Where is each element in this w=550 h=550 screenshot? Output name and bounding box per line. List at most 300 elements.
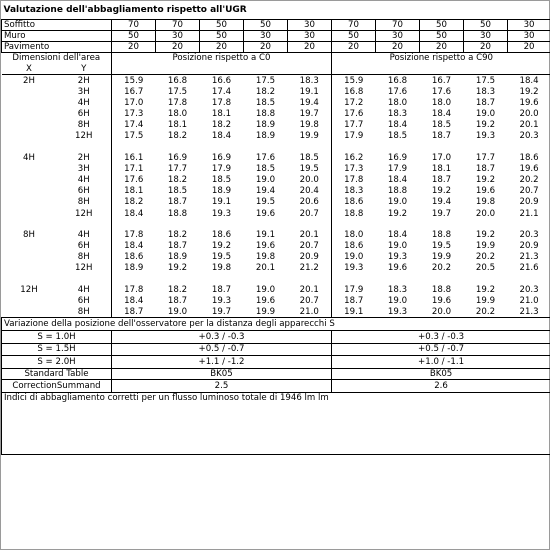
ugr-value-c90: 18.0 <box>344 229 364 240</box>
ugr-value-c90: 17.9 <box>344 284 364 295</box>
ugr-value-c0: 19.3 <box>211 208 232 219</box>
ugr-value-c90: 19.3 <box>387 252 408 263</box>
spacer-cell <box>2 219 57 229</box>
table-row <box>2 109 550 120</box>
spacer-cell <box>112 274 332 284</box>
y-cell: 2H <box>57 75 112 86</box>
ugr-value-c0: 19.5 <box>255 197 276 208</box>
ugr-value-c0: 18.6 <box>124 252 144 263</box>
footnote: Indici di abbagliamento corretti per un flusso luminoso totale di 1946 lm lm <box>2 393 550 455</box>
ugr-value-c0: 20.1 <box>288 284 332 295</box>
spacer-cell <box>57 142 112 152</box>
ugr-value-c0: 18.4 <box>124 240 144 251</box>
table-row <box>2 284 550 295</box>
ugr-value-c90: 18.3 <box>387 284 408 295</box>
reflectance-value: 20 <box>376 41 420 52</box>
table-row <box>2 120 550 131</box>
ugr-value-c0: 19.6 <box>255 295 276 306</box>
reflectance-value: 50 <box>420 19 464 30</box>
ugr-value-c0: 18.9 <box>167 252 188 263</box>
ugr-value-c90: 18.4 <box>387 229 408 240</box>
reflectance-row <box>2 19 550 30</box>
ugr-value-c90: 18.4 <box>387 175 408 186</box>
ugr-value-c90: 20.2 <box>475 306 496 317</box>
ugr-value-c0: 20.7 <box>288 240 332 251</box>
ugr-value-c90: 18.7 <box>431 131 452 142</box>
reflectance-value: 70 <box>332 19 376 30</box>
ugr-value-c90: 18.8 <box>344 208 364 219</box>
ugr-value-c0: 19.0 <box>167 306 188 317</box>
ugr-value-c90: 17.6 <box>431 86 452 97</box>
y-cell: 8H <box>57 252 112 263</box>
ugr-value-c90: 18.3 <box>344 186 364 197</box>
x-cell <box>2 197 57 208</box>
y-cell: 4H <box>57 229 112 240</box>
ugr-value-c0: 18.4 <box>124 208 144 219</box>
ugr-value-c90: 21.3 <box>519 306 539 317</box>
ugr-value-c0: 19.5 <box>211 252 232 263</box>
variation-header-row <box>2 318 550 331</box>
ugr-value-c90: 18.7 <box>475 97 496 108</box>
reflectance-value: 20 <box>200 41 244 52</box>
ugr-value-c90: 19.0 <box>387 197 408 208</box>
ugr-value-c0: 17.4 <box>211 86 232 97</box>
ugr-value-c0: 19.4 <box>255 186 276 197</box>
y-cell: 3H <box>57 86 112 97</box>
group-spacer <box>2 219 550 229</box>
ugr-value-c0: 18.2 <box>211 120 232 131</box>
ugr-value-c90: 19.6 <box>519 163 539 174</box>
spacer-cell <box>57 219 112 229</box>
ugr-value-c0: 19.0 <box>255 175 276 186</box>
ugr-value-c0: 18.2 <box>255 86 276 97</box>
ugr-value-c0: 18.3 <box>288 75 332 86</box>
table-row <box>2 131 550 142</box>
ugr-value-c0: 18.7 <box>124 306 144 317</box>
ugr-value-c0: 20.6 <box>288 197 332 208</box>
ugr-value-c90: 19.2 <box>387 208 408 219</box>
reflectance-value: 50 <box>200 30 244 41</box>
ugr-value-c0: 20.9 <box>288 252 332 263</box>
ugr-value-c0: 18.2 <box>167 229 188 240</box>
reflectance-value: 30 <box>508 19 550 30</box>
ugr-value-c90: 19.9 <box>431 252 452 263</box>
y-cell: 12H <box>57 263 112 274</box>
ugr-value-c90: 18.8 <box>431 229 452 240</box>
reflectance-value: 50 <box>200 19 244 30</box>
ugr-value-c90: 19.0 <box>344 252 364 263</box>
ugr-value-c90: 18.6 <box>344 197 364 208</box>
y-cell: 4H <box>57 97 112 108</box>
y-cell: 6H <box>57 109 112 120</box>
y-cell: 8H <box>57 120 112 131</box>
ugr-value-c0: 17.0 <box>124 97 144 108</box>
table-row <box>2 295 550 306</box>
variation-label: Variazione della posizione dell'osservatore per la distanza degli apparecchi S <box>2 318 550 331</box>
ugr-value-c90: 16.8 <box>344 86 364 97</box>
ugr-value-c90: 17.3 <box>344 163 364 174</box>
spacer-cell <box>2 274 57 284</box>
x-cell: 4H <box>23 152 35 163</box>
ugr-value-c0: 16.1 <box>124 152 144 163</box>
ugr-value-c90: 16.9 <box>387 152 408 163</box>
header-xy-row <box>2 64 550 75</box>
table-row <box>2 174 550 185</box>
y-cell: 8H <box>57 306 112 317</box>
ugr-value-c0: 19.5 <box>288 163 332 174</box>
spacer-cell <box>112 142 332 152</box>
reflectance-row <box>2 30 550 41</box>
ugr-value-c0: 18.1 <box>211 109 232 120</box>
correction-c90: 2.6 <box>332 380 550 393</box>
ugr-value-c0: 17.8 <box>211 97 232 108</box>
reflectance-value: 20 <box>420 41 464 52</box>
table-row <box>2 86 550 97</box>
ugr-value-c0: 18.2 <box>167 131 188 142</box>
ugr-value-c0: 18.9 <box>124 263 144 274</box>
ugr-value-c0: 18.2 <box>167 284 188 295</box>
ugr-value-c0: 17.8 <box>167 97 188 108</box>
variation-row <box>2 343 550 356</box>
ugr-value-c90: 17.6 <box>344 109 364 120</box>
ugr-value-c0: 17.1 <box>124 163 144 174</box>
ugr-value-c90: 16.7 <box>431 75 452 86</box>
ugr-value-c90: 19.7 <box>431 208 452 219</box>
group-spacer <box>2 274 550 284</box>
reflectance-value: 20 <box>156 41 200 52</box>
variation-c90: +0.3 / -0.3 <box>332 330 550 343</box>
y-cell: 2H <box>57 152 112 163</box>
ugr-value-c0: 18.0 <box>167 109 188 120</box>
ugr-value-c90: 16.8 <box>387 75 408 86</box>
ugr-value-c0: 18.9 <box>255 120 276 131</box>
ugr-value-c90: 19.0 <box>475 109 496 120</box>
ugr-value-c90: 20.9 <box>519 197 539 208</box>
ugr-value-c90: 17.7 <box>344 120 364 131</box>
ugr-value-c0: 18.8 <box>255 109 276 120</box>
variation-c90: +0.5 / -0.7 <box>332 343 550 356</box>
reflectance-value: 70 <box>376 19 420 30</box>
ugr-value-c90: 17.9 <box>387 163 408 174</box>
c0-header: Posizione rispetto a C0 <box>112 53 332 64</box>
ugr-value-c90: 18.8 <box>431 284 452 295</box>
x-cell <box>2 306 57 317</box>
ugr-value-c0: 18.5 <box>255 163 276 174</box>
table-row <box>2 306 550 317</box>
page-title: Valutazione dell'abbagliamento rispetto all'UGR <box>3 4 247 15</box>
ugr-value-c0: 16.9 <box>167 152 188 163</box>
spacer-cell <box>332 274 550 284</box>
ugr-value-c90: 19.2 <box>519 86 539 97</box>
variation-spacing: S = 1.5H <box>2 343 112 356</box>
ugr-value-c90: 17.6 <box>387 86 408 97</box>
correction-row <box>2 380 550 393</box>
reflectance-value: 70 <box>156 19 200 30</box>
ugr-value-c0: 16.6 <box>211 75 232 86</box>
x-cell <box>2 208 57 219</box>
y-cell: 8H <box>57 197 112 208</box>
ugr-value-c0: 16.7 <box>124 86 144 97</box>
ugr-value-c90: 20.0 <box>519 109 539 120</box>
ugr-value-c0: 20.4 <box>288 186 332 197</box>
reflectance-value: 20 <box>508 41 550 52</box>
ugr-value-c0: 19.3 <box>211 295 232 306</box>
ugr-value-c0: 17.5 <box>167 86 188 97</box>
ugr-value-c90: 19.0 <box>387 295 408 306</box>
ugr-value-c90: 18.5 <box>431 120 452 131</box>
ugr-value-c0: 18.2 <box>167 175 188 186</box>
ugr-value-c0: 17.7 <box>167 163 188 174</box>
ugr-value-c0: 18.1 <box>167 120 188 131</box>
ugr-value-c90: 20.2 <box>475 252 496 263</box>
ugr-value-c0: 17.8 <box>124 284 144 295</box>
dimension-label: Dimensioni dell'area <box>2 53 112 64</box>
ugr-value-c90: 18.7 <box>344 295 364 306</box>
ugr-value-c0: 20.7 <box>288 208 332 219</box>
ugr-value-c0: 18.6 <box>211 229 232 240</box>
ugr-value-c0: 16.8 <box>167 75 188 86</box>
x-label: X <box>2 64 57 75</box>
ugr-value-c0: 18.5 <box>211 175 232 186</box>
table-row <box>2 75 550 86</box>
ugr-value-c0: 18.8 <box>167 208 188 219</box>
reflectance-value: 30 <box>464 30 508 41</box>
variation-c0: +0.3 / -0.3 <box>112 330 332 343</box>
ugr-value-c0: 18.4 <box>211 131 232 142</box>
spacer-cell <box>332 142 550 152</box>
reflectance-value: 20 <box>288 41 332 52</box>
ugr-value-c90: 19.1 <box>344 306 364 317</box>
reflectance-value: 20 <box>464 41 508 52</box>
ugr-value-c0: 19.0 <box>255 284 276 295</box>
ugr-value-c90: 20.3 <box>519 229 539 240</box>
reflectance-value: 30 <box>288 19 332 30</box>
x-cell <box>2 97 57 108</box>
standard-label: Standard Table <box>2 369 112 380</box>
table-row <box>2 240 550 251</box>
ugr-value-c0: 18.5 <box>255 97 276 108</box>
table-row <box>2 263 550 274</box>
ugr-value-c0: 16.9 <box>211 152 232 163</box>
x-cell <box>2 86 57 97</box>
ugr-value-c90: 19.6 <box>475 186 496 197</box>
ugr-value-c0: 21.0 <box>288 306 332 317</box>
x-cell <box>2 109 57 120</box>
ugr-value-c90: 19.4 <box>431 197 452 208</box>
header-row <box>2 53 550 64</box>
table-row <box>2 252 550 263</box>
ugr-value-c0: 15.9 <box>124 75 144 86</box>
variation-c90: +1.0 / -1.1 <box>332 356 550 369</box>
ugr-value-c0: 19.1 <box>255 229 276 240</box>
standard-c0: BK05 <box>112 369 332 380</box>
ugr-value-c90: 18.7 <box>431 175 452 186</box>
ugr-value-c90: 21.6 <box>519 263 539 274</box>
ugr-value-c0: 19.8 <box>255 252 276 263</box>
ugr-value-c90: 18.3 <box>387 109 408 120</box>
c90-header-spacer <box>332 64 550 75</box>
ugr-value-c90: 20.2 <box>519 175 539 186</box>
ugr-value-c90: 17.2 <box>344 97 364 108</box>
ugr-value-c90: 20.3 <box>519 284 539 295</box>
ugr-value-c90: 21.0 <box>519 295 539 306</box>
ugr-value-c0: 19.1 <box>211 197 232 208</box>
ugr-value-c0: 19.7 <box>288 109 332 120</box>
y-cell: 12H <box>57 131 112 142</box>
spacer-cell <box>57 274 112 284</box>
ugr-value-c0: 17.6 <box>255 152 276 163</box>
x-cell <box>2 186 57 197</box>
ugr-table <box>1 1 550 455</box>
ugr-value-c0: 18.7 <box>211 284 232 295</box>
x-cell: 8H <box>23 229 35 240</box>
correction-label: CorrectionSummand <box>2 380 112 393</box>
reflectance-value: 50 <box>112 30 156 41</box>
variation-row <box>2 356 550 369</box>
ugr-value-c90: 20.7 <box>519 186 539 197</box>
ugr-value-c0: 17.6 <box>124 175 144 186</box>
ugr-value-c90: 21.1 <box>519 208 539 219</box>
ugr-value-c90: 17.9 <box>344 131 364 142</box>
table-row <box>2 163 550 174</box>
reflectance-value: 50 <box>332 30 376 41</box>
reflectance-value: 20 <box>332 41 376 52</box>
reflectance-value: 30 <box>376 30 420 41</box>
table-row <box>2 229 550 240</box>
y-cell: 3H <box>57 163 112 174</box>
ugr-value-c90: 19.2 <box>475 284 496 295</box>
y-cell: 6H <box>57 240 112 251</box>
ugr-value-c0: 19.8 <box>211 263 232 274</box>
x-cell <box>2 120 57 131</box>
ugr-value-c0: 19.9 <box>255 306 276 317</box>
ugr-value-c90: 18.0 <box>387 97 408 108</box>
ugr-value-c90: 20.3 <box>519 131 539 142</box>
ugr-value-c0: 17.5 <box>124 131 144 142</box>
table-row <box>2 97 550 108</box>
ugr-value-c90: 19.2 <box>475 175 496 186</box>
ugr-value-c90: 18.6 <box>519 152 539 163</box>
ugr-value-c90: 16.2 <box>344 152 364 163</box>
ugr-value-c0: 19.6 <box>255 208 276 219</box>
ugr-value-c0: 18.7 <box>167 295 188 306</box>
table-row <box>2 197 550 208</box>
ugr-value-c0: 18.9 <box>255 131 276 142</box>
ugr-value-c90: 19.3 <box>387 306 408 317</box>
ugr-value-c90: 17.8 <box>344 175 364 186</box>
ugr-value-c0: 18.7 <box>167 197 188 208</box>
correction-c0: 2.5 <box>112 380 332 393</box>
ugr-value-c90: 18.7 <box>475 163 496 174</box>
reflectance-label: Muro <box>2 30 112 41</box>
y-cell: 4H <box>57 284 112 295</box>
reflectance-label: Soffitto <box>2 19 112 30</box>
ugr-value-c0: 17.9 <box>211 163 232 174</box>
reflectance-value: 30 <box>244 30 288 41</box>
group-spacer <box>2 142 550 152</box>
ugr-value-c0: 18.2 <box>124 197 144 208</box>
ugr-value-c90: 19.9 <box>475 240 496 251</box>
ugr-value-c90: 18.4 <box>519 75 539 86</box>
spacer-cell <box>332 219 550 229</box>
ugr-value-c0: 17.5 <box>255 75 276 86</box>
ugr-value-c0: 20.7 <box>288 295 332 306</box>
ugr-value-c90: 19.3 <box>344 263 364 274</box>
x-cell <box>2 131 57 142</box>
reflectance-value: 30 <box>156 30 200 41</box>
ugr-value-c0: 19.1 <box>288 86 332 97</box>
ugr-value-c90: 20.2 <box>431 263 452 274</box>
ugr-value-c0: 20.0 <box>288 174 332 185</box>
reflectance-row <box>2 41 550 52</box>
ugr-value-c90: 18.0 <box>431 97 452 108</box>
ugr-value-c90: 17.7 <box>475 152 496 163</box>
ugr-value-c0: 19.4 <box>288 97 332 108</box>
reflectance-value: 30 <box>288 30 332 41</box>
standard-c90: BK05 <box>332 369 550 380</box>
x-cell <box>2 295 57 306</box>
ugr-value-c0: 20.1 <box>288 229 332 240</box>
ugr-value-c90: 19.6 <box>387 263 408 274</box>
ugr-value-c90: 20.1 <box>519 120 539 131</box>
ugr-value-c0: 19.9 <box>288 131 332 142</box>
ugr-value-c90: 18.1 <box>431 163 452 174</box>
ugr-value-c90: 18.3 <box>475 86 496 97</box>
x-cell <box>2 263 57 274</box>
variation-c0: +0.5 / -0.7 <box>112 343 332 356</box>
y-cell: 6H <box>57 186 112 197</box>
reflectance-value: 20 <box>112 41 156 52</box>
x-cell <box>2 240 57 251</box>
ugr-value-c90: 19.5 <box>431 240 452 251</box>
ugr-value-c0: 17.3 <box>124 109 144 120</box>
ugr-value-c0: 17.4 <box>124 120 144 131</box>
reflectance-label: Pavimento <box>2 41 112 52</box>
ugr-value-c0: 18.9 <box>211 186 232 197</box>
ugr-value-c0: 21.2 <box>288 263 332 274</box>
ugr-value-c0: 19.6 <box>255 240 276 251</box>
ugr-value-c0: 18.1 <box>124 186 144 197</box>
reflectance-value: 50 <box>420 30 464 41</box>
ugr-value-c90: 19.2 <box>475 120 496 131</box>
ugr-value-c90: 19.8 <box>475 197 496 208</box>
variation-c0: +1.1 / -1.2 <box>112 356 332 369</box>
ugr-value-c90: 19.2 <box>431 186 452 197</box>
x-cell <box>2 252 57 263</box>
ugr-value-c0: 18.4 <box>124 295 144 306</box>
ugr-value-c0: 17.8 <box>124 229 144 240</box>
ugr-value-c90: 18.6 <box>344 240 364 251</box>
ugr-value-c0: 19.7 <box>211 306 232 317</box>
x-cell <box>2 163 57 174</box>
variation-row <box>2 330 550 343</box>
reflectance-value: 50 <box>464 19 508 30</box>
ugr-value-c90: 20.9 <box>519 240 539 251</box>
reflectance-value: 20 <box>244 41 288 52</box>
reflectance-value: 30 <box>508 30 550 41</box>
ugr-value-c90: 20.0 <box>431 306 452 317</box>
ugr-value-c90: 17.0 <box>431 152 452 163</box>
ugr-value-c90: 19.0 <box>387 240 408 251</box>
ugr-value-c0: 19.2 <box>211 240 232 251</box>
title-row <box>2 1 550 19</box>
reflectance-value: 70 <box>112 19 156 30</box>
ugr-value-c90: 19.6 <box>519 97 539 108</box>
standard-row <box>2 369 550 380</box>
spacer-cell <box>2 142 57 152</box>
ugr-value-c0: 18.5 <box>167 186 188 197</box>
table-row <box>2 152 550 163</box>
